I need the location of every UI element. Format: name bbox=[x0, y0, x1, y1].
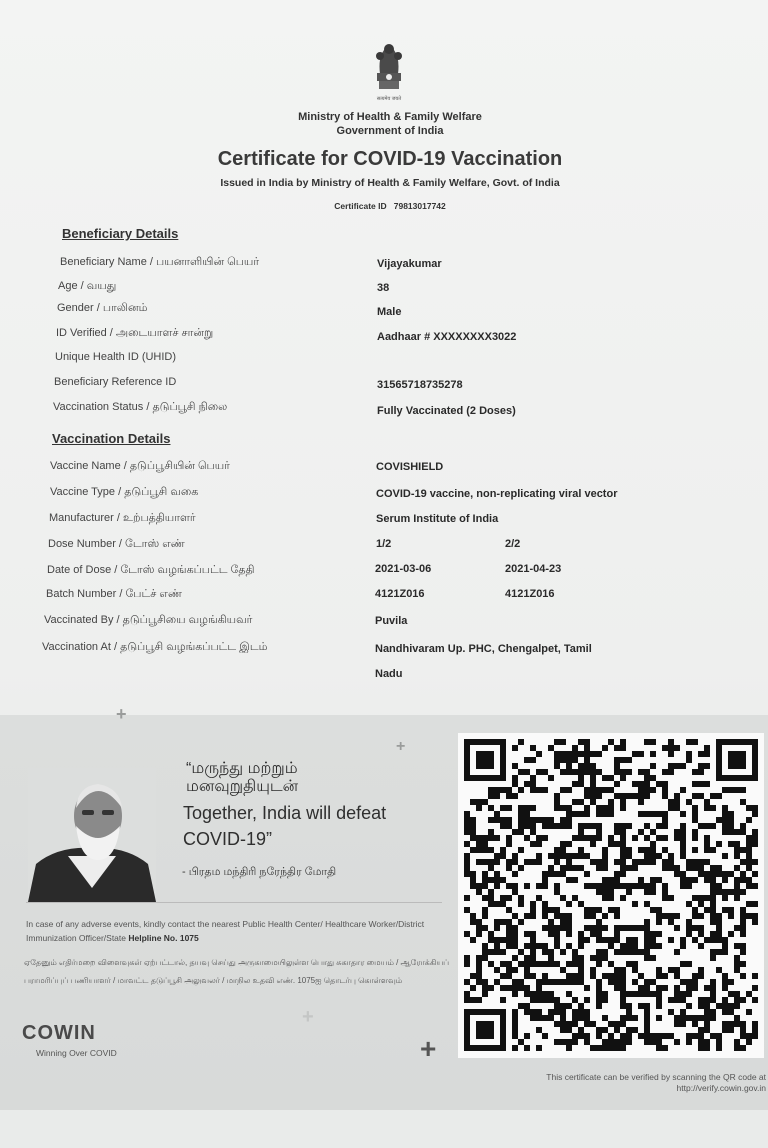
quote-tamil-line2: மனவுறுதியுடன் bbox=[186, 778, 299, 795]
manufacturer-label: Manufacturer / உற்பத்தியாளர் bbox=[49, 512, 196, 524]
qr-code bbox=[458, 733, 764, 1058]
adverse-events-note-tamil: ஏதேனும் எதிர்மறை விளைவுகள் ஏற்பட்டால், தயவு செய்து அருகாமையிலுள்ள பொது சுகாதார மையம் / ஆரோக்கியப் பராமரிப்புப் பணியாளர் / மாவட்ட தடுப்பூசி அலுவலர் / மாநில உதவி எண். 1075ஐ தொடர்பு கொள்ளவும் bbox=[24, 958, 450, 985]
vaccinated-by-value: Puvila bbox=[375, 615, 408, 627]
qr-code-icon bbox=[464, 739, 758, 1051]
date-2-value: 2021-04-23 bbox=[505, 563, 562, 575]
id-verified-value: Aadhaar # XXXXXXXX3022 bbox=[377, 331, 517, 343]
adverse-events-text: In case of any adverse events, kindly contact the nearest Public Health Center/ Healthcare Worker/District Immunization Officer/State bbox=[26, 919, 425, 943]
quote-tamil-line1: “மருந்து மற்றும் bbox=[186, 760, 298, 777]
vaccinated-by-label: Vaccinated By / தடுப்பூசியை வழங்கியவர் bbox=[44, 614, 253, 626]
verify-note bbox=[546, 1072, 766, 1094]
batch-number-label: Batch Number / பேட்ச் எண் bbox=[46, 588, 182, 600]
uhid-label: Unique Health ID (UHID) bbox=[55, 351, 177, 363]
emblem-icon bbox=[368, 40, 410, 106]
date-of-dose-label: Date of Dose / டோஸ் வழங்கப்பட்ட தேதி bbox=[47, 564, 255, 576]
reference-id-label: Beneficiary Reference ID bbox=[54, 376, 177, 388]
verify-url[interactable]: http://verify.cowin.gov.in bbox=[676, 1083, 766, 1093]
dose-2-value: 2/2 bbox=[505, 538, 521, 550]
cowin-tagline: Winning Over COVID bbox=[36, 1048, 117, 1058]
date-1-value: 2021-03-06 bbox=[375, 563, 432, 575]
quote-tamil bbox=[186, 760, 298, 796]
quote-english: Together, India will defeat COVID-19” bbox=[183, 803, 387, 849]
vaccine-name-value: COVISHIELD bbox=[376, 461, 444, 473]
plus-icon: + bbox=[396, 738, 406, 755]
plus-icon: + bbox=[302, 1006, 314, 1028]
vaccinated-at-value-line2: Nadu bbox=[375, 668, 403, 680]
id-verified-label: ID Verified / அடையாளச் சான்று bbox=[56, 327, 214, 339]
batch-1-value: 4121Z016 bbox=[375, 588, 425, 600]
plus-icon: + bbox=[116, 704, 127, 724]
dose-1-value: 1/2 bbox=[376, 538, 392, 550]
vaccinated-at-label: Vaccination At / தடுப்பூசி வழங்கப்பட்ட இடம் bbox=[42, 641, 268, 653]
pm-attribution: - பிரதம மந்திரி நரேந்திர மோதி bbox=[182, 866, 337, 878]
vaccination-status-label: Vaccination Status / தடுப்பூசி நிலை bbox=[53, 401, 228, 413]
vaccination-heading: Vaccination Details bbox=[52, 431, 171, 446]
vaccinated-at-value-line1: Nandhivaram Up. PHC, Chengalpet, Tamil bbox=[375, 643, 592, 655]
page-title: Certificate for COVID-19 Vaccination bbox=[217, 148, 563, 170]
certificate-id-label: Certificate ID bbox=[334, 201, 387, 211]
verify-text: This certificate can be verified by scanning the QR code at bbox=[546, 1072, 766, 1082]
issued-by: Issued in India by Ministry of Health & Family Welfare, Govt. of India bbox=[220, 177, 560, 189]
vaccine-type-value: COVID-19 vaccine, non-replicating viral vector bbox=[376, 488, 618, 500]
ministry-heading bbox=[0, 110, 768, 138]
beneficiary-name-label: Beneficiary Name / பயனாளியின் பெயர் bbox=[60, 256, 260, 268]
gender-value: Male bbox=[377, 306, 402, 318]
reference-id-value: 31565718735278 bbox=[377, 379, 463, 391]
footer-divider bbox=[26, 902, 442, 903]
batch-2-value: 4121Z016 bbox=[505, 588, 555, 600]
emblem-motto: सत्यमेव जयते bbox=[376, 96, 402, 102]
vaccination-status-value: Fully Vaccinated (2 Doses) bbox=[377, 405, 516, 417]
certificate-id bbox=[0, 201, 768, 211]
vaccine-type-label: Vaccine Type / தடுப்பூசி வகை bbox=[50, 486, 199, 498]
vaccine-name-label: Vaccine Name / தடுப்பூசியின் பெயர் bbox=[50, 460, 230, 472]
cowin-logo: COWIN bbox=[22, 1022, 96, 1044]
beneficiary-name-value: Vijayakumar bbox=[377, 258, 442, 270]
plus-icon: + bbox=[420, 1033, 437, 1064]
certificate-id-value: 79813017742 bbox=[393, 201, 446, 211]
age-label: Age / வயது bbox=[58, 280, 117, 292]
adverse-events-note bbox=[26, 917, 446, 945]
helpline-number: Helpline No. 1075 bbox=[128, 933, 199, 943]
beneficiary-heading: Beneficiary Details bbox=[62, 226, 179, 241]
age-value: 38 bbox=[377, 282, 390, 294]
pm-photo bbox=[28, 768, 156, 902]
gender-label: Gender / பாலினம் bbox=[57, 302, 148, 314]
government-name: Government of India bbox=[336, 125, 444, 137]
manufacturer-value: Serum Institute of India bbox=[376, 513, 499, 525]
ministry-name: Ministry of Health & Family Welfare bbox=[298, 111, 482, 123]
dose-number-label: Dose Number / டோஸ் எண் bbox=[48, 538, 185, 550]
